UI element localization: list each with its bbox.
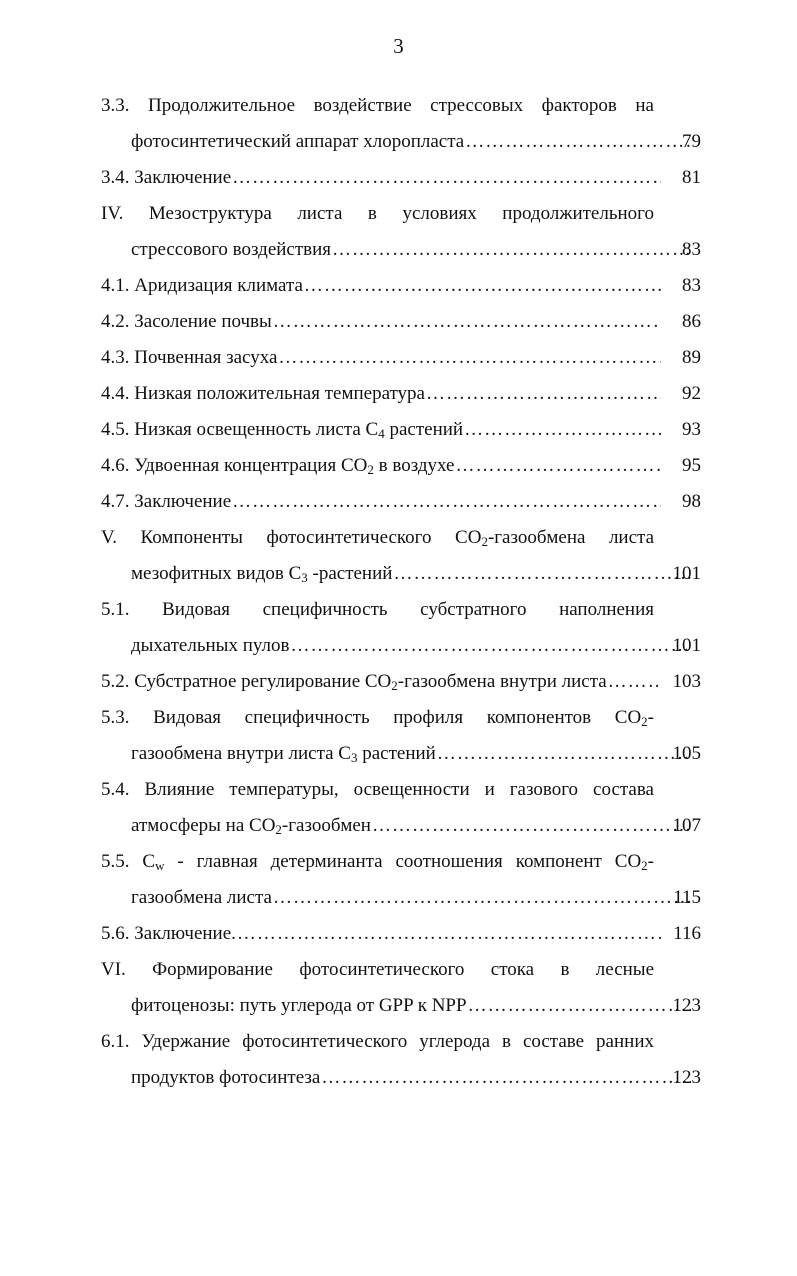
toc-page-number: 116 [673, 923, 701, 944]
toc-entry [101, 1024, 701, 1096]
toc-entry-line [101, 484, 661, 520]
toc-page-number: 83 [682, 275, 701, 296]
toc-entry-line [131, 988, 691, 1024]
toc-entry [101, 376, 701, 412]
toc-page-number: 115 [673, 887, 701, 908]
dot-leader [437, 736, 691, 772]
toc-entry-title: 4.1. Аридизация климата [101, 275, 303, 296]
toc-entry [101, 844, 701, 916]
toc-entry-title: продуктов фотосинтеза [131, 1067, 321, 1088]
toc-entry [101, 196, 701, 268]
toc-entry [101, 304, 701, 340]
toc-entry-line [131, 880, 691, 916]
dot-leader [273, 880, 691, 916]
toc-page-number: 123 [672, 995, 701, 1016]
toc-entry-line: 5.4. Влияние температуры, освещенности и газового состава [101, 779, 654, 800]
toc-page-number: 86 [682, 311, 701, 332]
toc-entry-title: фотосинтетический аппарат хлоропласта [131, 131, 465, 152]
dot-leader [321, 1060, 691, 1096]
toc-page-number: 101 [672, 563, 701, 584]
dot-leader [393, 556, 691, 592]
toc-entry-line [101, 340, 661, 376]
dot-leader [304, 268, 661, 304]
toc-page-number: 81 [682, 167, 701, 188]
toc-entry [101, 160, 701, 196]
toc-entry [101, 664, 701, 700]
toc-entry-line [101, 664, 661, 700]
dot-leader [332, 232, 691, 268]
toc-page-number: 123 [672, 1067, 701, 1088]
dot-leader [426, 376, 661, 412]
toc-page-number: 98 [682, 491, 701, 512]
dot-leader [232, 160, 661, 196]
toc-entry [101, 916, 701, 952]
toc-page-number: 103 [672, 671, 701, 692]
dot-leader [290, 628, 691, 664]
toc-entry [101, 412, 701, 448]
dot-leader [465, 124, 691, 160]
toc-entry-line [101, 916, 661, 952]
toc-entry-line: 5.1. Видовая специфичность субстратного наполнения [101, 599, 654, 620]
toc-entry-line [101, 160, 661, 196]
toc-entry [101, 772, 701, 844]
toc-entry-line: VI. Формирование фотосинтетического стока в лесные [101, 959, 654, 980]
toc-entry [101, 484, 701, 520]
dot-leader [273, 304, 661, 340]
toc-entry-line: 6.1. Удержание фотосинтетического углерода в составе ранних [101, 1031, 654, 1052]
toc-entry-title: газообмена листа [131, 887, 272, 908]
toc-entry-line [131, 808, 691, 844]
toc-entry-line [101, 376, 661, 412]
toc-entry-line: V. Компоненты фотосинтетического $CO_2$-газообмена листа [101, 527, 654, 549]
toc-entry [101, 268, 701, 304]
toc-entry-line [101, 268, 661, 304]
toc-entry-title: фитоценозы: путь углерода от GPP к NPP [131, 995, 467, 1016]
toc-entry-line [131, 232, 691, 268]
dot-leader [278, 340, 661, 376]
toc-entry-line: 5.5. $C_w$ - главная детерминанта соотношения компонент $CO_2-$ [101, 851, 654, 873]
dot-leader [372, 808, 691, 844]
toc-entry [101, 952, 701, 1024]
toc-entry-line [101, 304, 661, 340]
toc-entry-title: 5.6. Заключение. [101, 923, 236, 944]
toc-page-number: 105 [672, 743, 701, 764]
toc-entry-line: 3.3. Продолжительное воздействие стрессовых факторов на [101, 95, 654, 116]
toc-entry-title: стрессового воздействия [131, 239, 332, 260]
page-number: 3 [393, 34, 404, 58]
dot-leader [608, 664, 661, 700]
toc-entry-title: 4.5. Низкая освещенность листа $C_4$ растений [101, 419, 464, 441]
toc-entry-line: IV. Мезоструктура листа в условиях продолжительного [101, 203, 654, 224]
toc-entry-title: 4.3. Почвенная засуха [101, 347, 278, 368]
toc-entry [101, 592, 701, 664]
toc-page-number: 79 [682, 131, 701, 152]
toc-entry-line [101, 412, 661, 448]
toc-entry-line [131, 736, 691, 772]
dot-leader [464, 412, 661, 448]
toc-page-number: 101 [672, 635, 701, 656]
table-of-contents [101, 88, 701, 1096]
toc-entry-title: газообмена внутри листа $C_3$ растений [131, 743, 436, 765]
toc-entry-line [131, 628, 691, 664]
toc-entry-title: 4.4. Низкая положительная температура [101, 383, 425, 404]
dot-leader [468, 988, 691, 1024]
toc-entry-line: 5.3. Видовая специфичность профиля компонентов $CO_2-$ [101, 707, 654, 729]
toc-page-number: 95 [682, 455, 701, 476]
toc-entry-line [131, 124, 691, 160]
toc-entry-title: 4.2. Засоление почвы [101, 311, 272, 332]
toc-entry-title: 3.4. Заключение [101, 167, 232, 188]
dot-leader [232, 484, 661, 520]
toc-entry-title: дыхательных пулов [131, 635, 290, 656]
toc-entry-title: 5.2. Субстратное регулирование $CO_2$-газообмена внутри листа [101, 671, 607, 693]
toc-entry-title: 4.6. Удвоенная концентрация $CO_2$ в воздухе [101, 455, 455, 477]
toc-page-number: 83 [682, 239, 701, 260]
toc-entry-title: 4.7. Заключение [101, 491, 232, 512]
toc-entry-title: мезофитных видов $C_3$ -растений [131, 563, 393, 585]
toc-entry [101, 448, 701, 484]
toc-entry-line [131, 556, 691, 592]
toc-page-number: 93 [682, 419, 701, 440]
toc-entry-line [131, 1060, 691, 1096]
dot-leader [455, 448, 661, 484]
toc-entry [101, 88, 701, 160]
toc-page-number: 89 [682, 347, 701, 368]
toc-page-number: 107 [672, 815, 701, 836]
toc-entry-line [101, 448, 661, 484]
dot-leader [237, 916, 661, 952]
toc-entry [101, 340, 701, 376]
toc-entry [101, 700, 701, 772]
toc-entry [101, 520, 701, 592]
toc-page-number: 92 [682, 383, 701, 404]
toc-entry-title: атмосферы на $CO_2$-газообмен [131, 815, 371, 837]
